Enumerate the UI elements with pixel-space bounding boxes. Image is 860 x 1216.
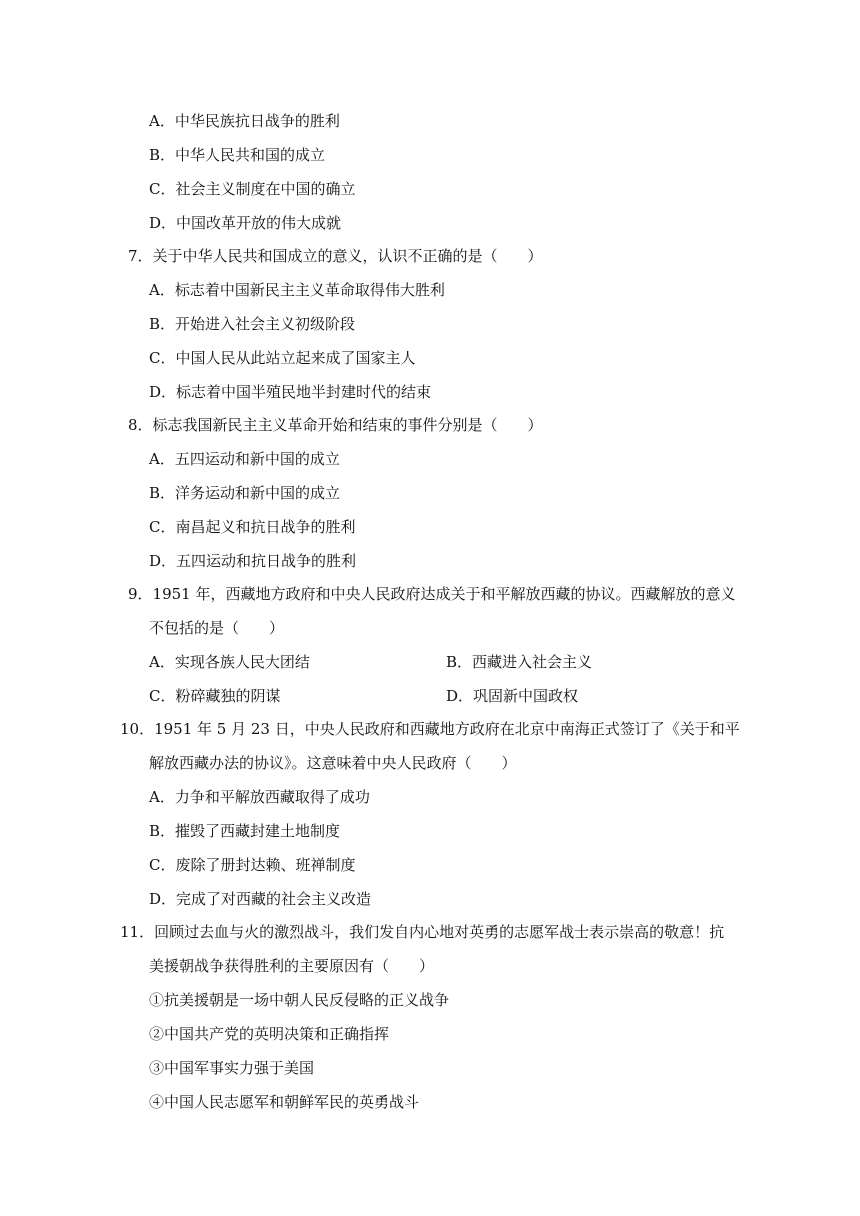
- q9-stem-line2: 不包括的是（ ）: [149, 619, 285, 637]
- q7-stem: 7．关于中华人民共和国成立的意义，认识不正确的是（ ）: [128, 247, 543, 265]
- q11-item-1: ①抗美援朝是一场中朝人民反侵略的正义战争: [149, 991, 450, 1009]
- q7-option-a: A．标志着中国新民主主义革命取得伟大胜利: [149, 281, 445, 299]
- q11-stem-line2: 美援朝战争获得胜利的主要原因有（ ）: [149, 957, 435, 975]
- q10-option-c: C．废除了册封达赖、班禅制度: [149, 856, 356, 874]
- q8-stem: 8．标志我国新民主主义革命开始和结束的事件分别是（ ）: [128, 416, 543, 434]
- q9-option-d: D．巩固新中国政权: [446, 687, 579, 705]
- q6-option-d: D．中国改革开放的伟大成就: [149, 214, 342, 232]
- q10-stem-line2: 解放西藏办法的协议》。这意味着中央人民政府（ ）: [149, 754, 517, 772]
- q7-option-c: C．中国人民从此站立起来成了国家主人: [149, 349, 416, 367]
- q9-option-b: B．西藏进入社会主义: [446, 653, 593, 671]
- q11-stem-line1: 11．回顾过去血与火的激烈战斗，我们发自内心地对英勇的志愿军战士表示崇高的敬意！抗: [120, 923, 725, 941]
- q6-option-b: B．中华人民共和国的成立: [149, 146, 326, 164]
- q8-option-d: D．五四运动和抗日战争的胜利: [149, 552, 357, 570]
- q8-option-a: A．五四运动和新中国的成立: [149, 450, 340, 468]
- q7-option-b: B．开始进入社会主义初级阶段: [149, 315, 356, 333]
- q11-item-3: ③中国军事实力强于美国: [149, 1059, 315, 1077]
- q6-option-a: A．中华民族抗日战争的胜利: [149, 112, 340, 130]
- q10-stem-line1: 10．1951 年 5 月 23 日，中央人民政府和西藏地方政府在北京中南海正式签订了《关于和平: [120, 720, 740, 738]
- q10-option-b: B．摧毁了西藏封建土地制度: [149, 822, 341, 840]
- q9-stem-line1: 9．1951 年，西藏地方政府和中央人民政府达成关于和平解放西藏的协议。西藏解放的意义: [128, 585, 736, 603]
- q11-item-2: ②中国共产党的英明决策和正确指挥: [149, 1025, 390, 1043]
- q8-option-b: B．洋务运动和新中国的成立: [149, 484, 341, 502]
- q8-option-c: C．南昌起义和抗日战争的胜利: [149, 518, 356, 536]
- q9-option-c: C．粉碎藏独的阴谋: [149, 687, 281, 705]
- q9-option-a: A．实现各族人民大团结: [149, 653, 310, 671]
- q11-item-4: ④中国人民志愿军和朝鲜军民的英勇战斗: [149, 1093, 420, 1111]
- q10-option-a: A．力争和平解放西藏取得了成功: [149, 788, 370, 806]
- q7-option-d: D．标志着中国半殖民地半封建时代的结束: [149, 383, 432, 401]
- q6-option-c: C．社会主义制度在中国的确立: [149, 180, 356, 198]
- q10-option-d: D．完成了对西藏的社会主义改造: [149, 890, 372, 908]
